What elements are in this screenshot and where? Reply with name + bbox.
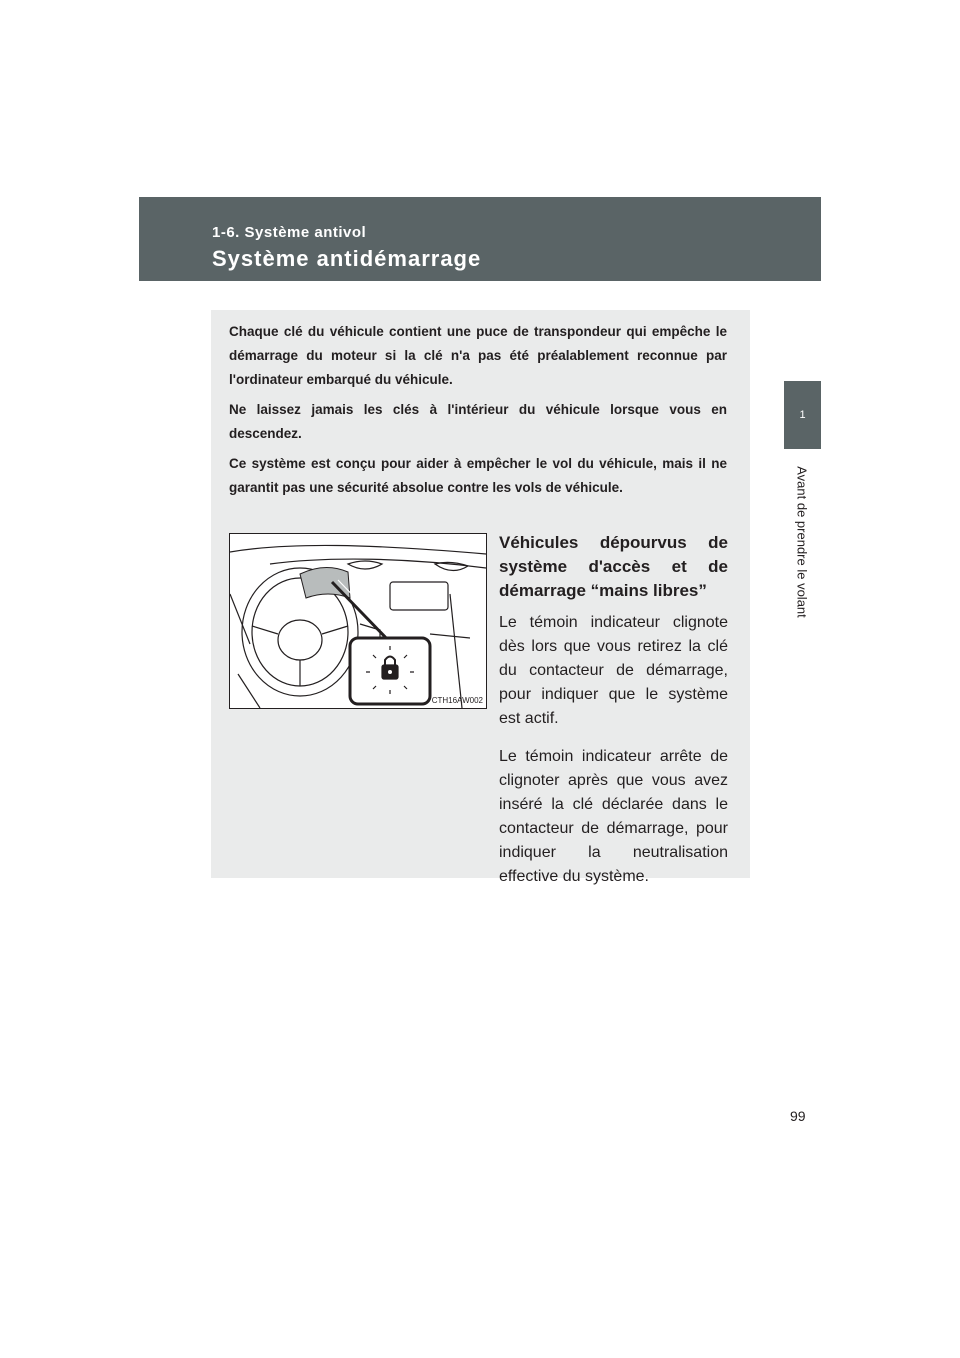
section-heading-line: démarrage “mains libres”	[499, 581, 707, 600]
figure-code: CTH16AW002	[431, 696, 483, 705]
dashboard-drawing	[230, 534, 486, 708]
chapter-tab: 1	[784, 381, 821, 449]
page-number: 99	[790, 1108, 806, 1124]
intro-text	[229, 320, 727, 506]
page-title: Système antidémarrage	[212, 246, 482, 271]
section-heading	[499, 531, 728, 603]
section-heading-line: système d'accès et de	[499, 557, 728, 576]
chapter-title: Avant de prendre le volant	[794, 466, 810, 618]
page-header	[139, 197, 821, 281]
section-content	[499, 531, 728, 889]
intro-paragraph: Ce système est conçu pour aider à empêcher le vol du véhicule, mais il ne garantit pas une sécurité absolue contre les vols de véhicule.	[229, 456, 727, 495]
body-paragraph: Le témoin indicateur arrête de clignoter après que vous avez inséré la clé déclarée dans le contacteur de démarrage, pour indiquer la neutralisation effective du système.	[499, 748, 728, 885]
dashboard-illustration	[229, 533, 487, 709]
section-label: 1-6. Système antivol	[212, 224, 367, 241]
section-heading-line: Véhicules dépourvus de	[499, 533, 728, 552]
intro-paragraph: Ne laissez jamais les clés à l'intérieur du véhicule lorsque vous en descendez.	[229, 402, 727, 441]
intro-paragraph: Chaque clé du véhicule contient une puce de transpondeur qui empêche le démarrage du moteur si la clé n'a pas été préalablement reconnue par l'ordinateur embarqué du véhicule.	[229, 324, 727, 387]
body-paragraph: Le témoin indicateur clignote dès lors que vous retirez la clé du contacteur de démarrage, pour indiquer que le système est actif.	[499, 614, 728, 727]
content-box	[211, 310, 750, 885]
